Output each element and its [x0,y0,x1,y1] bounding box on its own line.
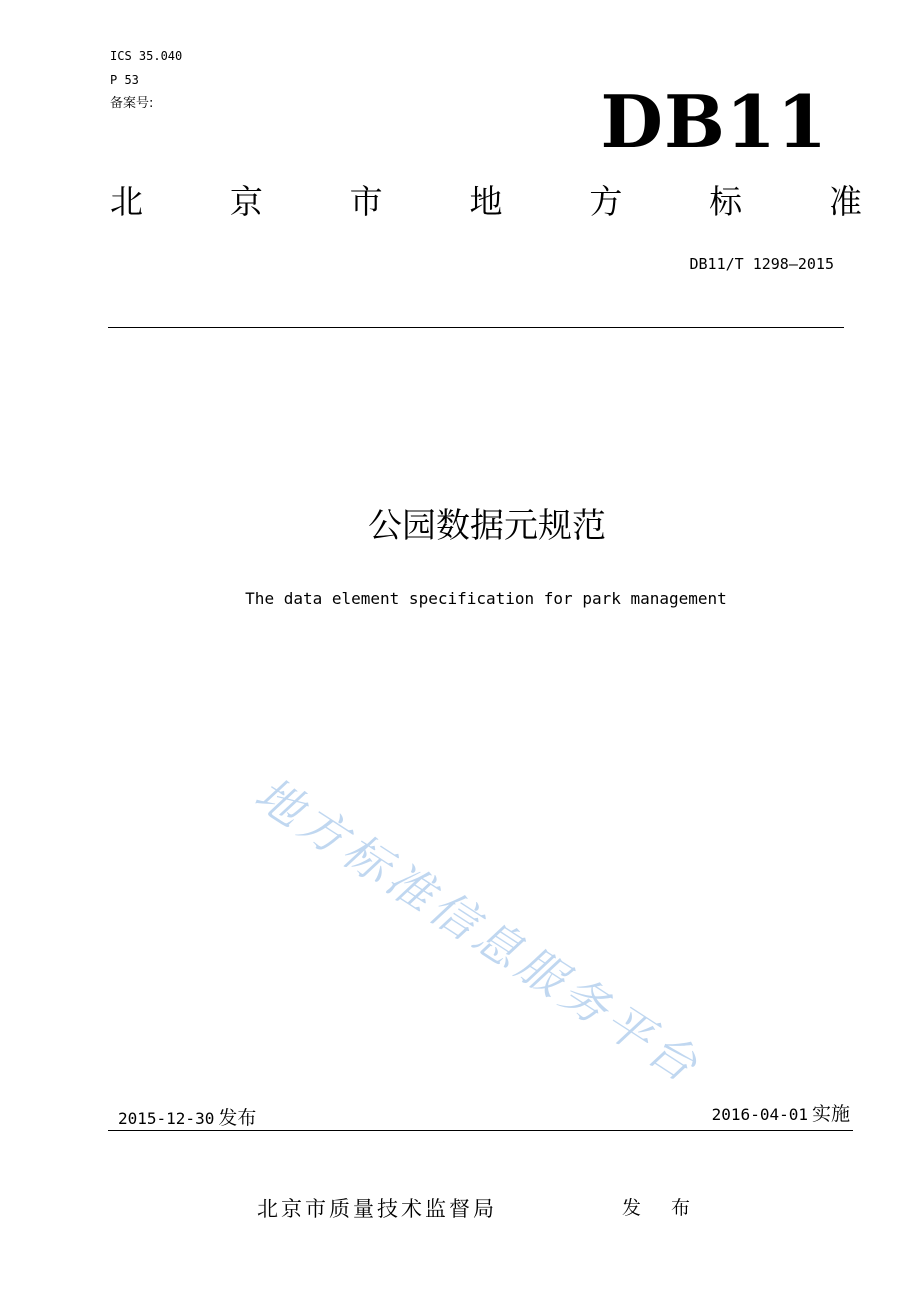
issue-date: 2015-12-30 [118,1109,215,1128]
standard-type-heading [110,180,862,224]
standard-type-char: 地 [469,182,503,221]
standard-type-char: 北 [110,182,143,221]
bottom-divider [108,1130,853,1131]
ics-code: ICS 35.040 [110,49,183,63]
standard-type-char: 标 [709,182,743,221]
standard-type-char: 准 [828,182,862,221]
top-divider [108,327,844,328]
issuing-authority: 北京市质量技术监督局 [257,1197,497,1221]
document-title-english: The data element specification for park management [245,589,727,608]
standard-type-char: 方 [589,182,623,221]
filing-number-label: 备案号: [110,96,154,111]
standard-type-char: 京 [229,182,263,221]
issue-word: 发 布 [622,1197,703,1219]
standard-number: DB11/T 1298—2015 [689,255,834,273]
standard-type-char: 市 [349,182,383,221]
implementation-date-suffix: 实施 [811,1103,850,1125]
issue-date-suffix: 发布 [218,1107,257,1129]
document-title-chinese: 公园数据元规范 [368,506,606,546]
watermark: 地方标准信息服务平台 [245,766,712,1095]
implementation-date-line [712,1102,850,1127]
db11-logo: DB11 [600,79,828,164]
issue-date-line [118,1106,256,1131]
implementation-date: 2016-04-01 [711,1105,808,1124]
classification-code: P 53 [110,73,139,87]
